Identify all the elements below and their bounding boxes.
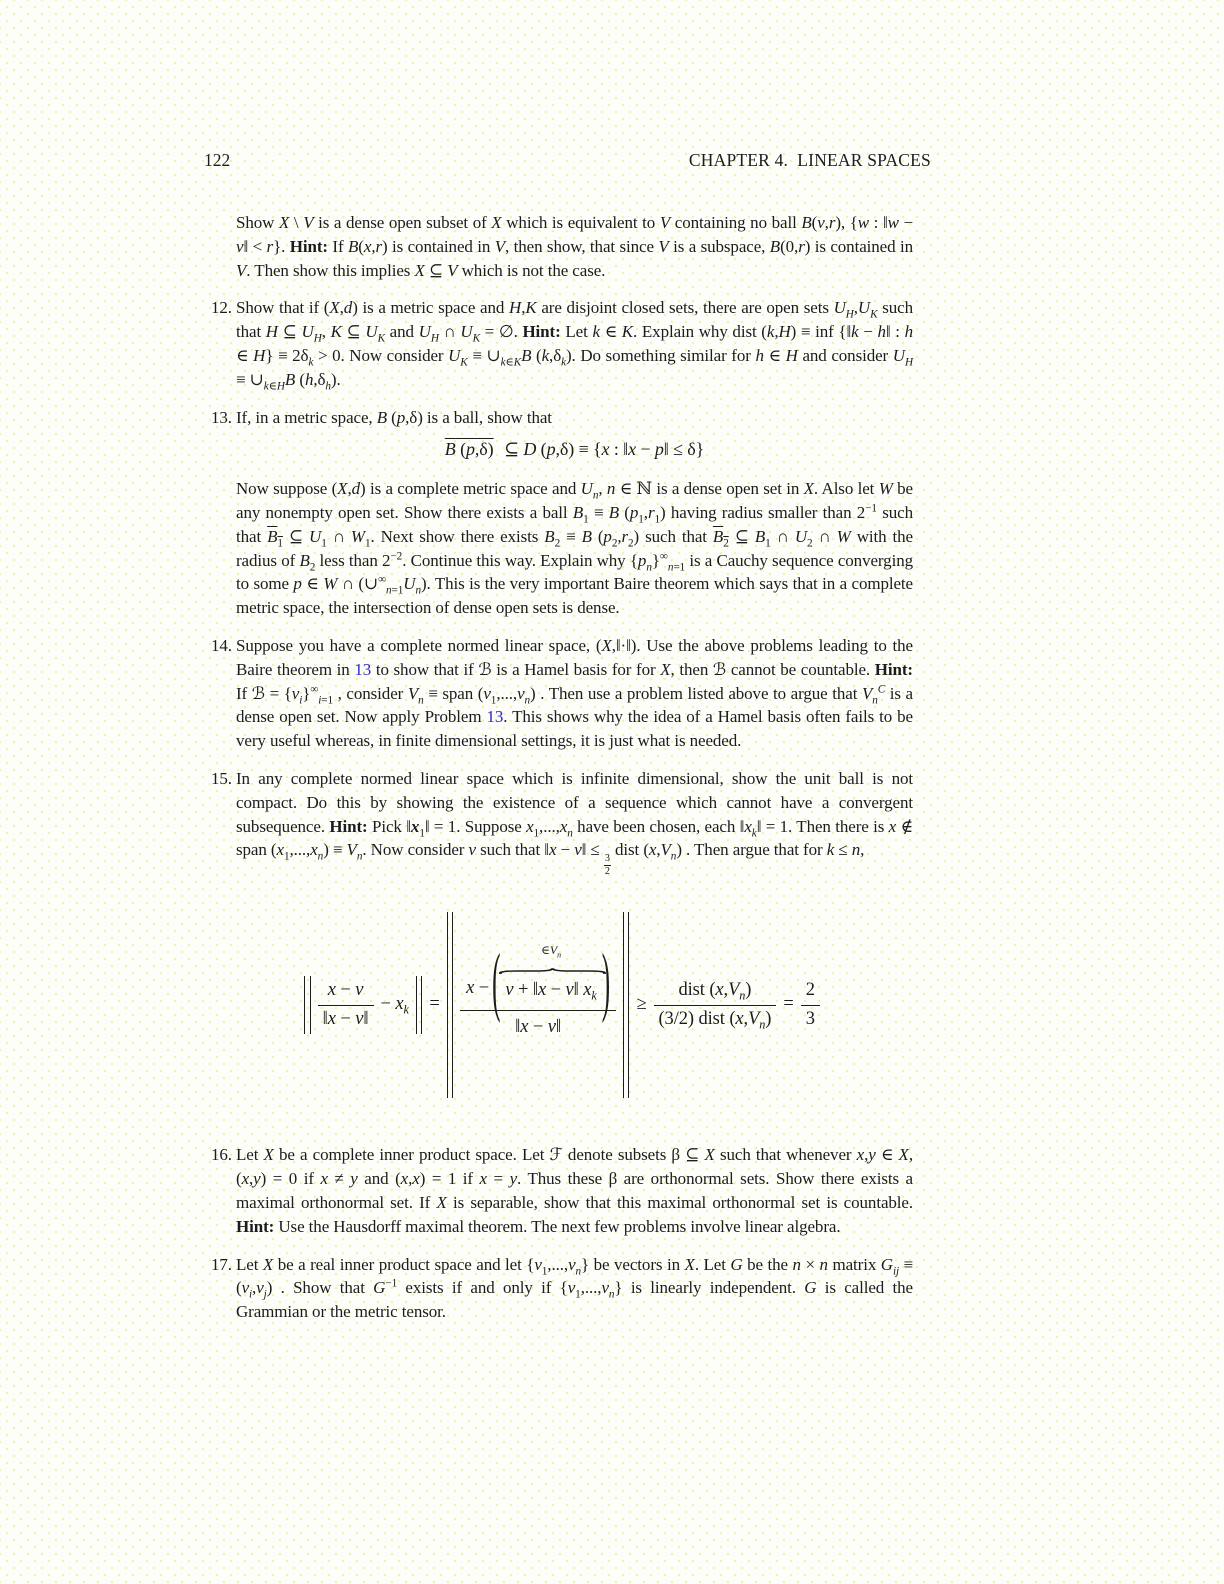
problem-13-text: Now suppose (X,d) is a complete metric space and $U_n$, n ∈ ℕ is a dense open set in X. Also let W be any nonempty open set. Show there exists a ball $B_1 \equiv B$ $(p_1,r_1)$ having radius smaller than $2^{-1}$ such that $B_1$ ⊆ $U_1$ ∩ $W_1$. Next show there exists $B_2 \equiv B$ $(p_2,r_2)$ such that $B_2$ ⊆ $B_1$ ∩ $U_2$ ∩ W with the radius of $B_2$ less than $2^{-2}$. Continue this way. Explain why $\{p_n\}^\infty_{n=1}$ is a Cauchy sequence converging to some p ∈ W ∩ $(\cup^\infty_{n=1}U_n)$. This is the very important Baire theorem which says that in a complete metric space, the intersection of dense open sets is dense. (236, 479, 914, 618)
eq15-rhs-denominator: (3/2) dist $(x,V_n)$ (654, 1005, 777, 1032)
eq15-lhs-denominator: ‖x − v‖ (318, 1005, 374, 1032)
problem-15-body: In any complete normed linear space which is infinite dimensional, show the unit ball is not compact. Do this by showing the existence of a sequence which cannot have a convergent subsequence. Hint: Pick $‖x_1‖ = 1$. Suppose $x_1,...,x_n$ have been chosen, each $‖x_k‖ = 1$. Then there is x ∉ span $(x_1,...,x_n) \equiv V_n$. Now consider v such that ‖x − v‖ ≤ $\frac{3}{2}$ dist $(x,V_n)$ . Then argue that for k ≤ n, (236, 768, 913, 877)
eq15-lhs-fraction (318, 979, 374, 1032)
problem-14-text-1: Suppose you have a complete normed linear space, (X,‖·‖). Use the above problems leading to the Baire theorem in (236, 635, 913, 679)
big-left-paren (492, 944, 500, 1022)
norm-bars-left-open (304, 976, 311, 1034)
problem-12 (211, 296, 913, 391)
problem-13-reference-link[interactable]: 13 (354, 659, 372, 679)
page-header (204, 150, 931, 171)
problem-12-body: Show that if (X,d) is a metric space and H,K are disjoint closed sets, there are open sets $U_H,U_K$ such that H ⊆ $U_H$, K ⊆ $U_K$ and $U_H$ ∩ $U_K$ = ∅. Hint: Let k ∈ K. Explain why dist (k,H) ≡ inf {‖k − h‖ : h ∈ $H\} \equiv 2\delta_k > 0$. Now consider $U_K$ ≡ $\cup_{k\in K}B$ $(k,\delta_k)$. Do something similar for h ∈ H and consider $U_H$ ≡ $\cup_{k\in H}B$ $(h,\delta_h)$. (236, 298, 913, 393)
norm-bars-middle-close (623, 912, 630, 1098)
problem-14-text-2: to show that if ℬ is a Hamel basis for for X, then ℬ cannot be countable. Hint: If ℬ = $\{v_i\}^\infty_{i=1}$ , consider $V_n$ ≡ span $(v_1,...,v_n)$ . Then use a problem listed above to argue that $V_n^C$ is a dense open set. Now apply Problem (236, 659, 913, 727)
eq15-overbrace-label: $\in V_n$ (541, 943, 561, 960)
problem-14-number: 14. (211, 635, 232, 655)
eq15-numerator-prefix: x − (466, 977, 490, 998)
problem-14-body (236, 634, 913, 753)
eq15-lhs-numerator: x − v (327, 980, 364, 1001)
eq15-rhs-fraction (654, 979, 777, 1032)
eq13-right-side: ⊆ D (p,δ) ≡ {x : ‖x − p‖ ≤ δ} (503, 439, 705, 460)
overbrace-glyph (503, 965, 598, 978)
problem-13-number: 13. (211, 407, 232, 427)
norm-bars-left-close (416, 976, 423, 1034)
eq15-overbrace-content: v + ‖x − v‖ $x_k$ (505, 979, 597, 1003)
problem-11-continuation-paragraph: Show X \ V is a dense open subset of X which is equivalent to V containing no ball B(v,r), {w : ‖w − v‖ < r}. Hint: If B(x,r) is contained in V, then show, that since V is a subspace, B(0,r) is contained in V. Then show this implies X ⊆ V which is not the case. (236, 213, 914, 280)
eq15-final-fraction (801, 979, 820, 1032)
big-right-paren (602, 944, 610, 1022)
page-content (211, 211, 913, 1324)
problem-14 (211, 634, 913, 753)
problem-12-number: 12. (211, 298, 232, 318)
eq15-middle-fraction (460, 939, 616, 1071)
problem-16 (211, 1143, 913, 1238)
eq15-final-numerator: 2 (805, 980, 815, 1001)
display-equation-13 (236, 438, 913, 462)
norm-bars-middle-open (447, 912, 454, 1098)
problem-17-body: Let X be a real inner product space and let $\{v_1,...,v_n\}$ be vectors in X. Let G be the n × n matrix $G_{ij} \equiv (v_i,v_j)$ . Show that $G^{-1}$ exists if and only if $\{v_1,...,v_n\}$ is linearly independent. G is called the Grammian or the metric tensor. (236, 1254, 914, 1322)
chapter-running-head: CHAPTER 4. LINEAR SPACES (688, 150, 931, 170)
problem-16-number: 16. (211, 1145, 232, 1165)
eq15-equals-2: = (783, 994, 794, 1015)
eq15-middle-numerator (460, 939, 616, 1010)
eq15-equals: = (429, 994, 440, 1015)
eq15-final-denominator: 3 (801, 1005, 820, 1032)
eq15-overbrace-stack (503, 939, 598, 1003)
problem-16-body: Let X be a complete inner product space. Let ℱ denote subsets β ⊆ X such that whenever x,y ∈ X, (x,y) = 0 if x ≠ y and (x,x) = 1 if x = y. Thus these β are orthonormal sets. Show there exists a maximal orthonormal set. If X is separable, show that this maximal orthonormal set is countable. Hint: Use the Hausdorff maximal theorem. The next few problems involve linear algebra. (236, 1145, 914, 1236)
eq15-middle-denominator: ‖x − v‖ (515, 1016, 561, 1037)
problem-13 (211, 406, 913, 620)
eq15-geq: ≥ (636, 994, 647, 1015)
problem-14-text-3: . This shows why the idea of a Hamel basis often fails to be very useful whereas, in finite dimensional settings, it is just what is needed. (236, 707, 913, 751)
problem-15 (211, 767, 913, 877)
problem-15-number: 15. (211, 768, 232, 788)
problem-13-body (236, 406, 913, 620)
problem-13-lead: If, in a metric space, B (p,δ) is a ball, show that (236, 407, 552, 427)
eq15-minus-xk: − $x_k$ (380, 994, 409, 1018)
page-number: 122 (204, 150, 231, 170)
problem-17-number: 17. (211, 1254, 232, 1274)
eq13-overlined-ball: B (p,δ) (444, 439, 494, 460)
problem-17 (211, 1253, 913, 1324)
problem-13-reference-link-2[interactable]: 13 (486, 707, 504, 727)
eq15-rhs-numerator: dist $(x,V_n)$ (678, 980, 752, 1003)
display-equation-15 (211, 901, 913, 1109)
